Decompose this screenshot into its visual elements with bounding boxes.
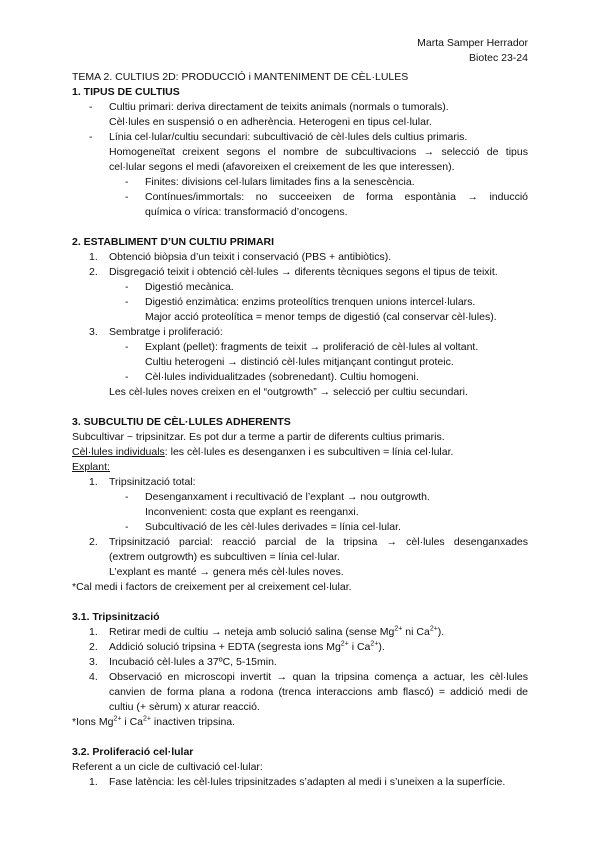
document-title: TEMA 2. CULTIUS 2D: PRODUCCIÓ i MANTENIMENT DE CÈL·LULES — [72, 71, 409, 83]
text-line: Homogeneïtat creixent segons el nombre de subcultivacions → selecció de tipus — [109, 146, 528, 158]
text-span: : — [107, 461, 110, 473]
list-number: 1. — [89, 776, 98, 788]
text-line: Cèl·lules en suspensió o en adherència. Heterogeni en tipus cel·lular. — [109, 116, 432, 128]
list-item — [89, 640, 528, 655]
sub-list-item — [125, 490, 528, 520]
text-line — [72, 715, 528, 730]
list-number: 2. — [89, 536, 98, 548]
list-item — [89, 655, 528, 670]
sub-list-item — [125, 280, 528, 295]
sub-list-item — [125, 295, 528, 325]
author-name: Marta Samper Herrador — [417, 37, 528, 49]
text-line: Subcultivar ~ tripsinitzar. Es pot dur a terme a partir de diferents cultius primaris. — [72, 431, 445, 443]
document-body — [72, 70, 528, 790]
list-number: 2. — [89, 641, 98, 653]
text-line: - Explant (pellet): fragments de teixit → proliferació de cèl·lules al voltant. — [145, 341, 479, 353]
text-line: Referent a un cicle de cultivació cel·lular: — [72, 761, 263, 773]
text-span: ). — [437, 626, 445, 638]
list-item — [89, 775, 528, 790]
course-label: Biotec 23-24 — [469, 52, 528, 64]
text-span: inactiven tripsina. — [151, 716, 236, 728]
text-line: Inconvenient: costa que explant es reenganxi. — [145, 506, 359, 518]
list-item — [89, 325, 528, 340]
list-item — [89, 130, 528, 175]
text-span: : les cèl·lules es desenganxen i es subcultiven = línia cel·lular. — [164, 446, 454, 458]
section-3-heading: 3. SUBCULTIU DE CÈL·LULES ADHERENTS — [72, 416, 291, 428]
list-number: 2. — [89, 266, 98, 278]
list-number: 1. — [89, 251, 98, 263]
ion-charge: 2+ — [143, 715, 151, 723]
text-line: - Digestió mecànica. — [145, 281, 234, 293]
text-line: - Desenganxament i recultivació de l’explant → nou outgrowth. — [145, 491, 430, 503]
sub-list-item — [125, 520, 528, 535]
text-line: Observació en microscopi invertit → quan la tripsina comença a actuar, les cèl·lules — [109, 671, 528, 683]
sub-list-item — [125, 190, 528, 220]
sub-list-item — [125, 370, 528, 385]
list-item — [89, 535, 528, 580]
list-item — [89, 475, 528, 490]
ion-charge: 2+ — [340, 640, 349, 648]
text-line — [72, 460, 528, 475]
text-span: *Ions Mg — [72, 716, 114, 728]
text-span: i Ca — [348, 641, 371, 653]
text-line: L’explant es manté → genera més cèl·lules noves. — [109, 566, 344, 578]
text-line: Fase latència: les cèl·lules tripsinitzades s’adapten al medi i s’uneixen a la superfície. — [109, 776, 506, 788]
list-number: 1. — [89, 476, 98, 488]
text-span: Addició solució tripsina + EDTA (segresta ions Mg — [109, 641, 341, 653]
text-line: Tripsinització parcial: reacció parcial de la tripsina → cèl·lules desenganxades — [109, 536, 528, 548]
text-line: Incubació cèl·lules a 37ºC, 5-15min. — [109, 656, 277, 668]
text-line: Cultiu heterogeni → distinció cèl·lules mitjançant contingut proteic. — [145, 356, 454, 368]
text-line — [109, 625, 528, 640]
section-3-2-heading: 3.2. Proliferació cel·lular — [72, 746, 194, 758]
text-line: (extrem outgrowth) es subcultiven = línia cel·lular. — [109, 551, 340, 563]
text-line: - Subcultivació de les cèl·lules derivades = línia cel·lular. — [145, 521, 401, 533]
text-span: ). — [378, 641, 385, 653]
list-item — [89, 670, 528, 715]
author-block — [417, 36, 528, 66]
sub-list-item — [125, 175, 528, 190]
text-line: - Línia cel·lular/cultiu secundari: subcultivació de cèl·lules dels cultius primaris. — [109, 131, 468, 143]
text-line: Les cèl·lules noves creixen en el “outgrowth” → selecció per cultiu secundari. — [109, 386, 468, 398]
text-line: - Cultiu primari: deriva directament de teixits animals (normals o tumorals). — [109, 101, 449, 113]
section-3-1-heading: 3.1. Tripsinització — [72, 611, 160, 623]
text-line: canvien de forma plana a rodona (trenca interaccions amb flascó) = addició medi de — [109, 686, 528, 698]
ion-charge: 2+ — [429, 625, 438, 633]
text-line: química o vírica: transformació d’oncogens. — [145, 206, 348, 218]
text-line: - Contínues/immortals: no succeeixen de forma espontània → inducció — [145, 191, 528, 203]
text-span: i Ca — [121, 716, 144, 728]
list-number: 1. — [89, 626, 98, 638]
list-number: 4. — [89, 671, 98, 683]
text-line: - Cèl·lules individualitzades (sobrenedant). Cultiu homogeni. — [145, 371, 419, 383]
text-line: Major acció proteolítica = menor temps de digestió (cal conservar cèl·lules). — [145, 311, 497, 323]
text-line — [109, 640, 528, 655]
sub-list-item — [125, 340, 528, 370]
text-line: - Digestió enzimàtica: enzims proteolítics trenquen unions intercel·lulars. — [145, 296, 476, 308]
text-span: ni Ca — [402, 626, 430, 638]
text-span: Retirar medi de cultiu → neteja amb solució salina (sense Mg — [109, 626, 395, 638]
text-line: - Finites: divisions cel·lulars limitades fins a la senescència. — [145, 176, 415, 188]
underlined-term: Cèl·lules individuals — [72, 446, 165, 458]
list-number: 3. — [89, 326, 98, 338]
text-line: cel·lular segons el medi (afavoreixen el creixement de les que interessen). — [109, 161, 455, 173]
list-item — [89, 265, 528, 280]
ion-charge: 2+ — [113, 715, 122, 723]
section-1-heading: 1. TIPUS DE CULTIUS — [72, 86, 180, 98]
ion-charge: 2+ — [394, 625, 403, 633]
section-2-heading: 2. ESTABLIMENT D’UN CULTIU PRIMARI — [72, 236, 275, 248]
ion-charge: 2+ — [370, 640, 379, 648]
text-line: *Cal medi i factors de creixement per al creixement cel·lular. — [72, 581, 352, 593]
list-item — [89, 100, 528, 130]
list-item — [89, 250, 528, 265]
text-line: Obtenció biòpsia d’un teixit i conservació (PBS + antibiòtics). — [109, 251, 392, 263]
underlined-term: Explant — [72, 461, 108, 473]
text-line: Tripsinització total: — [109, 476, 196, 488]
text-line: Sembratge i proliferació: — [109, 326, 223, 338]
text-line — [72, 445, 528, 460]
text-line: Disgregació teixit i obtenció cèl·lules → diferents tècniques segons el tipus de teixit. — [109, 266, 498, 278]
list-number: 3. — [89, 656, 98, 668]
list-item — [89, 625, 528, 640]
text-line: cultiu (+ sèrum) x aturar reacció. — [109, 701, 260, 713]
